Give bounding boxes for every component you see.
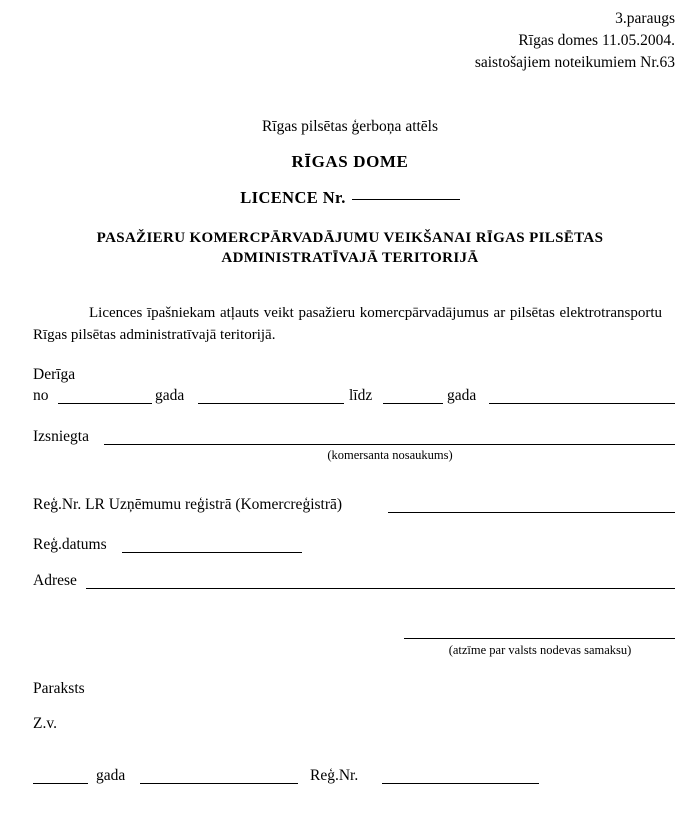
registration-number-blank[interactable] [388,512,675,513]
validity-from-year-label: gada [155,387,185,404]
organization-title: RĪGAS DOME [291,152,409,171]
registration-date-label: Reģ.datums [33,536,107,553]
seal-label: Z.v. [33,715,57,732]
licence-number-row [0,188,700,208]
validity-until-year-label: gada [447,387,477,404]
registration-date-blank[interactable] [122,552,302,553]
validity-label: Derīga [33,366,76,383]
footer-registration-number-label: Reģ.Nr. [310,767,359,784]
validity-until-date-blank[interactable] [489,403,675,404]
licence-number-blank[interactable] [352,199,460,200]
validity-until-label: līdz [349,387,373,404]
body-paragraph: Licences īpašniekam atļauts veikt pasažieru komercpārvadājumus ar pilsētas elektrotransportu Rīgas pilsētas administratīvajā teritorijā. [33,305,662,343]
validity-from-date-blank[interactable] [198,403,344,404]
coat-of-arms-note: Rīgas pilsētas ģerboņa attēls [261,118,439,135]
footer-year-blank[interactable] [33,783,88,784]
footer-date-blank[interactable] [140,783,298,784]
licence-number-label: LICENCE Nr. [240,188,346,207]
footer-year-label: gada [96,767,126,784]
issued-to-caption: (komersanta nosaukums) [327,448,453,462]
address-blank[interactable] [86,588,675,589]
issued-to-label: Izsniegta [33,428,89,445]
state-fee-caption: (atzīme par valsts nodevas samaksu) [448,643,632,657]
issued-to-blank[interactable] [104,444,675,445]
header-line-regulation-number: saistošajiem noteikumiem Nr.63 [474,54,675,71]
header-line-council-date: Rīgas domes 11.05.2004. [518,32,675,49]
document-header [475,8,675,74]
registration-number-label: Reģ.Nr. LR Uzņēmumu reģistrā (Komercreģistrā) [33,496,343,513]
validity-until-blank[interactable] [383,403,443,404]
state-fee-blank[interactable] [404,638,675,639]
validity-from-label: no [33,387,49,404]
document-title: PASAŽIERU KOMERCPĀRVADĀJUMU VEIKŠANAI RĪGAS PILSĒTAS ADMINISTRATĪVAJĀ TERITORIJĀ [96,230,604,267]
signature-label: Paraksts [33,680,85,697]
footer-registration-number-blank[interactable] [382,783,539,784]
header-line-sample-number: 3.paraugs [615,10,675,27]
validity-from-blank[interactable] [58,403,152,404]
address-label: Adrese [33,572,77,589]
